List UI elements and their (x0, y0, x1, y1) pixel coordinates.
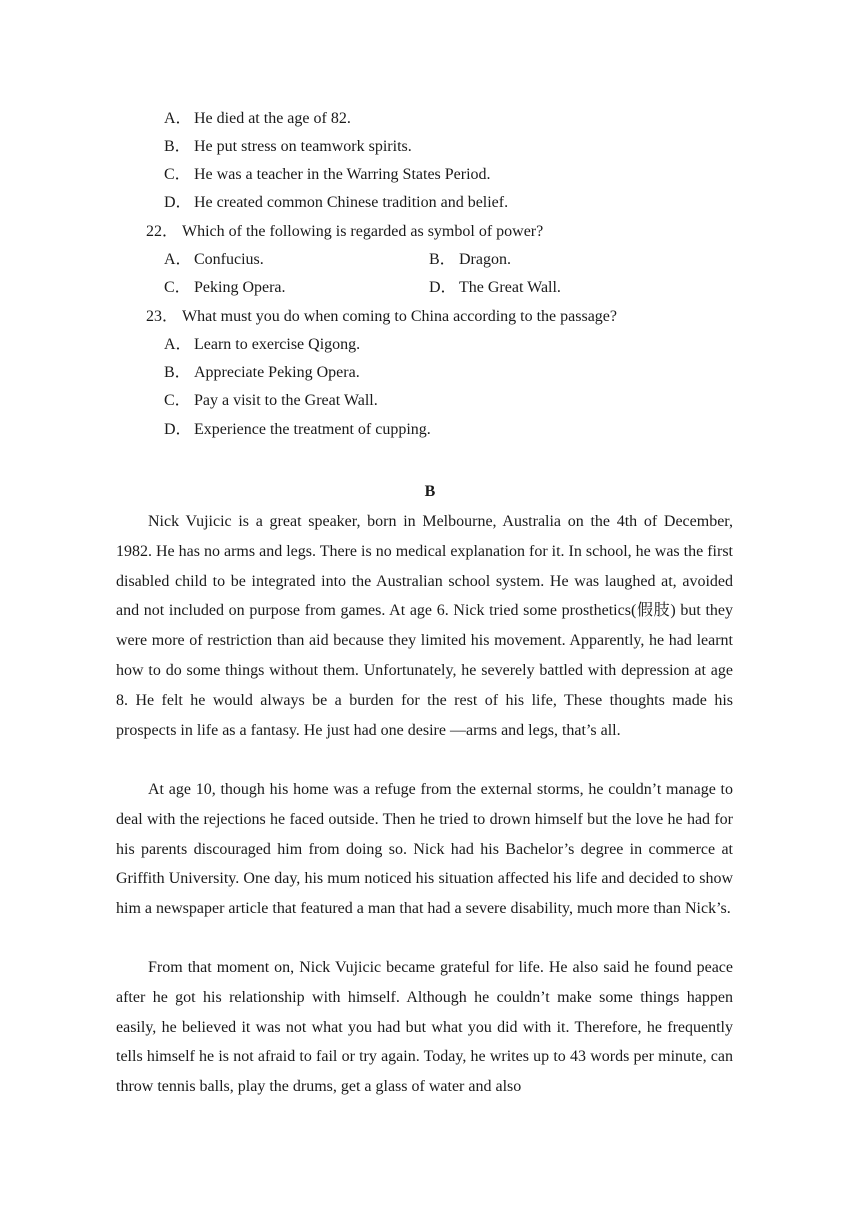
question-text: Which of the following is regarded as symbol of power? (182, 223, 544, 240)
option-letter: A． (164, 251, 192, 268)
q23-option-a[interactable] (164, 335, 360, 355)
option-text: He put stress on teamwork spirits. (194, 138, 412, 155)
q22-option-c[interactable] (164, 278, 286, 298)
option-letter: D． (164, 421, 192, 438)
option-text: Dragon. (459, 251, 511, 268)
question-number: 23． (146, 308, 179, 325)
option-text: Confucius. (194, 251, 264, 268)
option-text: Appreciate Peking Opera. (194, 364, 360, 381)
option-letter: A． (164, 336, 192, 353)
option-text: He died at the age of 82. (194, 110, 351, 127)
q23-option-d[interactable] (164, 420, 431, 440)
option-text: Learn to exercise Qigong. (194, 336, 361, 353)
question-text: What must you do when coming to China according to the passage? (182, 308, 618, 325)
option-text: Peking Opera. (194, 279, 286, 296)
q22-option-d[interactable] (429, 278, 561, 298)
section-title: B (424, 483, 436, 500)
option-letter: C． (164, 279, 191, 296)
option-text: Pay a visit to the Great Wall. (194, 392, 378, 409)
q22-stem (146, 222, 543, 242)
option-letter: C． (164, 392, 191, 409)
q21-option-a[interactable] (164, 109, 351, 129)
option-letter: B． (429, 251, 456, 268)
q22-option-a[interactable] (164, 250, 264, 270)
option-letter: B． (164, 364, 191, 381)
passage-paragraph-1: Nick Vujicic is a great speaker, born in Melbourne, Australia on the 4th of December, 1982. He has no arms and legs. There is no medical explanation for it. In school, he was the first disabled child to be integrated into the Australian school system. He was laughed at, avoided and not included on purpose from games. At age 6. Nick tried some prosthetics(假肢) but they were more of restriction than aid because they limited his movement. Apparently, he had learnt how to do some things without them. Unfortunately, he severely battled with depression at age 8. He felt he would always be a burden for the rest of his life, These thoughts made his prospects in life as a fantasy. He just had one desire —arms and legs, that’s all. (116, 513, 733, 739)
passage-paragraph-3: From that moment on, Nick Vujicic became grateful for life. He also said he found peace after he got his relationship with himself. Although he couldn’t make some things happen easily, he believed it was not what you had but what you did with it. Therefore, he frequently tells himself he is not afraid to fail or try again. Today, he writes up to 43 words per minute, can throw tennis balls, play the drums, get a glass of water and also (116, 959, 733, 1096)
option-text: Experience the treatment of cupping. (194, 421, 431, 438)
passage-paragraph-2: At age 10, though his home was a refuge from the external storms, he couldn’t manage to deal with the rejections he faced outside. Then he tried to drown himself but the love he had for his parents discouraged him from doing so. Nick had his Bachelor’s degree in commerce at Griffith University. One day, his mum noticed his situation affected his life and decided to show him a newspaper article that featured a man that had a severe disability, much more than Nick’s. (116, 781, 733, 918)
option-letter: C． (164, 166, 191, 183)
option-letter: D． (164, 194, 192, 211)
q22-option-b[interactable] (429, 250, 511, 270)
option-text: He created common Chinese tradition and belief. (194, 194, 509, 211)
q23-option-c[interactable] (164, 391, 378, 411)
option-letter: B． (164, 138, 191, 155)
q21-option-d[interactable] (164, 193, 508, 213)
option-text: He was a teacher in the Warring States Period. (194, 166, 491, 183)
option-text: The Great Wall. (459, 279, 561, 296)
option-letter: D． (429, 279, 457, 296)
q21-option-c[interactable] (164, 165, 491, 185)
question-number: 22． (146, 223, 179, 240)
option-letter: A． (164, 110, 192, 127)
q23-stem (146, 307, 617, 327)
q23-option-b[interactable] (164, 363, 360, 383)
q21-option-b[interactable] (164, 137, 412, 157)
